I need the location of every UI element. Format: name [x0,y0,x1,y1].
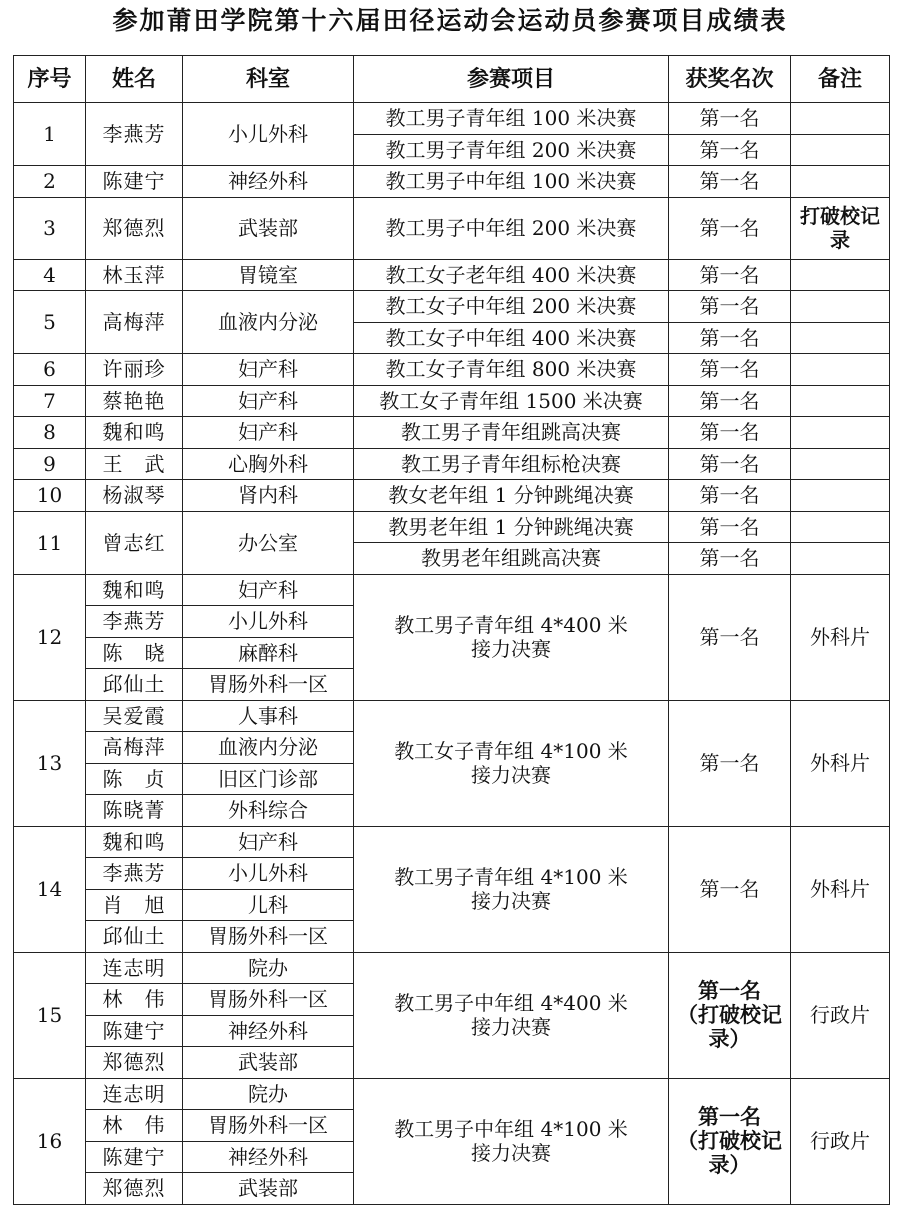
event-name: 教工男子中年组 4*400 米 接力决赛 [354,952,669,1078]
event-name: 教工女子青年组 800 米决赛 [354,354,669,386]
entry-number: 14 [14,826,86,952]
athlete-name: 邱仙土 [86,921,183,953]
event-name: 教工男子中年组 4*100 米 接力决赛 [354,1078,669,1204]
table-row [14,700,890,732]
event-name: 教工男子青年组跳高决赛 [354,417,669,449]
award-place: 第一名 [669,511,791,543]
athlete-dept: 小儿外科 [183,103,354,166]
athlete-dept: 胃肠外科一区 [183,921,354,953]
award-place: 第一名 [669,166,791,198]
award-place: 第一名 [669,700,791,826]
award-place: 第一名 [669,480,791,512]
header-name: 姓名 [86,56,183,103]
award-place: 第一名 [669,826,791,952]
table-body [14,103,890,1205]
athlete-name: 蔡艳艳 [86,385,183,417]
event-name: 教男老年组跳高决赛 [354,543,669,575]
athlete-name: 陈晓菁 [86,795,183,827]
athlete-name: 李燕芳 [86,606,183,638]
entry-number: 10 [14,480,86,512]
athlete-dept: 胃肠外科一区 [183,984,354,1016]
athlete-name: 郑德烈 [86,1173,183,1205]
entry-number: 8 [14,417,86,449]
athlete-dept: 血液内分泌 [183,732,354,764]
entry-number: 7 [14,385,86,417]
header-place: 获奖名次 [669,56,791,103]
header-note: 备注 [791,56,890,103]
athlete-name: 魏和鸣 [86,574,183,606]
athlete-dept: 妇产科 [183,385,354,417]
remark [791,511,890,543]
award-place: 第一名 [669,354,791,386]
athlete-name: 魏和鸣 [86,826,183,858]
table-row [14,511,890,543]
athlete-dept: 麻醉科 [183,637,354,669]
athlete-name: 郑德烈 [86,197,183,259]
remark [791,480,890,512]
athlete-name: 曾志红 [86,511,183,574]
event-name: 教工男子青年组标枪决赛 [354,448,669,480]
award-place: 第一名 [669,259,791,291]
table-row [14,1078,890,1110]
athlete-dept: 妇产科 [183,826,354,858]
athlete-dept: 心胸外科 [183,448,354,480]
athlete-name: 郑德烈 [86,1047,183,1079]
athlete-dept: 胃肠外科一区 [183,669,354,701]
athlete-name: 陈建宁 [86,1015,183,1047]
award-place: 第一名 [669,134,791,166]
athlete-name: 杨淑琴 [86,480,183,512]
entry-number: 5 [14,291,86,354]
award-place: 第一名 [669,543,791,575]
event-name: 教工女子中年组 200 米决赛 [354,291,669,323]
remark [791,291,890,323]
athlete-dept: 院办 [183,952,354,984]
athlete-name: 林 伟 [86,1110,183,1142]
athlete-name: 高梅萍 [86,291,183,354]
athlete-name: 高梅萍 [86,732,183,764]
event-name: 教工女子中年组 400 米决赛 [354,322,669,354]
athlete-dept: 儿科 [183,889,354,921]
remark: 外科片 [791,700,890,826]
header-row [14,56,890,103]
entry-number: 15 [14,952,86,1078]
entry-number: 11 [14,511,86,574]
remark: 行政片 [791,1078,890,1204]
award-place: 第一名 （打破校记录） [669,1078,791,1204]
remark: 外科片 [791,574,890,700]
athlete-dept: 妇产科 [183,574,354,606]
event-name: 教工男子青年组 100 米决赛 [354,103,669,135]
entry-number: 13 [14,700,86,826]
table-row [14,197,890,259]
athlete-name: 陈建宁 [86,166,183,198]
athlete-dept: 小儿外科 [183,858,354,890]
header-event: 参赛项目 [354,56,669,103]
athlete-dept: 小儿外科 [183,606,354,638]
award-place: 第一名 [669,322,791,354]
event-name: 教工男子中年组 200 米决赛 [354,197,669,259]
table-row [14,103,890,135]
entry-number: 4 [14,259,86,291]
athlete-name: 吴爱霞 [86,700,183,732]
athlete-dept: 妇产科 [183,417,354,449]
athlete-dept: 旧区门诊部 [183,763,354,795]
athlete-dept: 院办 [183,1078,354,1110]
remark [791,385,890,417]
remark [791,543,890,575]
athlete-name: 李燕芳 [86,858,183,890]
athlete-name: 许丽珍 [86,354,183,386]
entry-number: 12 [14,574,86,700]
athlete-name: 李燕芳 [86,103,183,166]
remark [791,103,890,135]
remark: 行政片 [791,952,890,1078]
results-table [13,55,890,1205]
page-title: 参加莆田学院第十六届田径运动会运动员参赛项目成绩表 [112,6,788,35]
award-place: 第一名 （打破校记录） [669,952,791,1078]
event-name: 教工男子青年组 200 米决赛 [354,134,669,166]
remark [791,354,890,386]
event-name: 教工女子青年组 4*100 米 接力决赛 [354,700,669,826]
remark: 外科片 [791,826,890,952]
event-name: 教男老年组 1 分钟跳绳决赛 [354,511,669,543]
remark [791,134,890,166]
athlete-dept: 胃镜室 [183,259,354,291]
header-no: 序号 [14,56,86,103]
athlete-dept: 肾内科 [183,480,354,512]
table-row [14,574,890,606]
athlete-name: 肖 旭 [86,889,183,921]
event-name: 教女老年组 1 分钟跳绳决赛 [354,480,669,512]
award-place: 第一名 [669,103,791,135]
athlete-name: 连志明 [86,952,183,984]
athlete-name: 魏和鸣 [86,417,183,449]
award-place: 第一名 [669,448,791,480]
award-place: 第一名 [669,197,791,259]
table-row [14,166,890,198]
remark [791,322,890,354]
table-row [14,417,890,449]
table-row [14,385,890,417]
athlete-dept: 办公室 [183,511,354,574]
athlete-name: 王 武 [86,448,183,480]
event-name: 教工男子青年组 4*100 米 接力决赛 [354,826,669,952]
remark: 打破校记录 [791,197,890,259]
award-place: 第一名 [669,417,791,449]
event-name: 教工男子中年组 100 米决赛 [354,166,669,198]
entry-number: 2 [14,166,86,198]
table-row [14,291,890,323]
athlete-dept: 神经外科 [183,1141,354,1173]
entry-number: 1 [14,103,86,166]
award-place: 第一名 [669,291,791,323]
award-place: 第一名 [669,385,791,417]
athlete-name: 林 伟 [86,984,183,1016]
table-row [14,826,890,858]
table-row [14,480,890,512]
athlete-name: 林玉萍 [86,259,183,291]
athlete-dept: 武装部 [183,197,354,259]
athlete-name: 连志明 [86,1078,183,1110]
athlete-dept: 神经外科 [183,1015,354,1047]
athlete-dept: 人事科 [183,700,354,732]
remark [791,259,890,291]
athlete-dept: 武装部 [183,1173,354,1205]
athlete-dept: 妇产科 [183,354,354,386]
athlete-dept: 外科综合 [183,795,354,827]
event-name: 教工男子青年组 4*400 米 接力决赛 [354,574,669,700]
event-name: 教工女子青年组 1500 米决赛 [354,385,669,417]
athlete-name: 陈 贞 [86,763,183,795]
entry-number: 9 [14,448,86,480]
table-row [14,448,890,480]
remark [791,417,890,449]
athlete-name: 陈建宁 [86,1141,183,1173]
remark [791,166,890,198]
athlete-dept: 神经外科 [183,166,354,198]
event-name: 教工女子老年组 400 米决赛 [354,259,669,291]
entry-number: 3 [14,197,86,259]
header-dept: 科室 [183,56,354,103]
entry-number: 6 [14,354,86,386]
remark [791,448,890,480]
award-place: 第一名 [669,574,791,700]
table-row [14,259,890,291]
table-row [14,952,890,984]
athlete-dept: 胃肠外科一区 [183,1110,354,1142]
table-row [14,354,890,386]
athlete-name: 邱仙土 [86,669,183,701]
athlete-name: 陈 晓 [86,637,183,669]
athlete-dept: 武装部 [183,1047,354,1079]
athlete-dept: 血液内分泌 [183,291,354,354]
entry-number: 16 [14,1078,86,1204]
